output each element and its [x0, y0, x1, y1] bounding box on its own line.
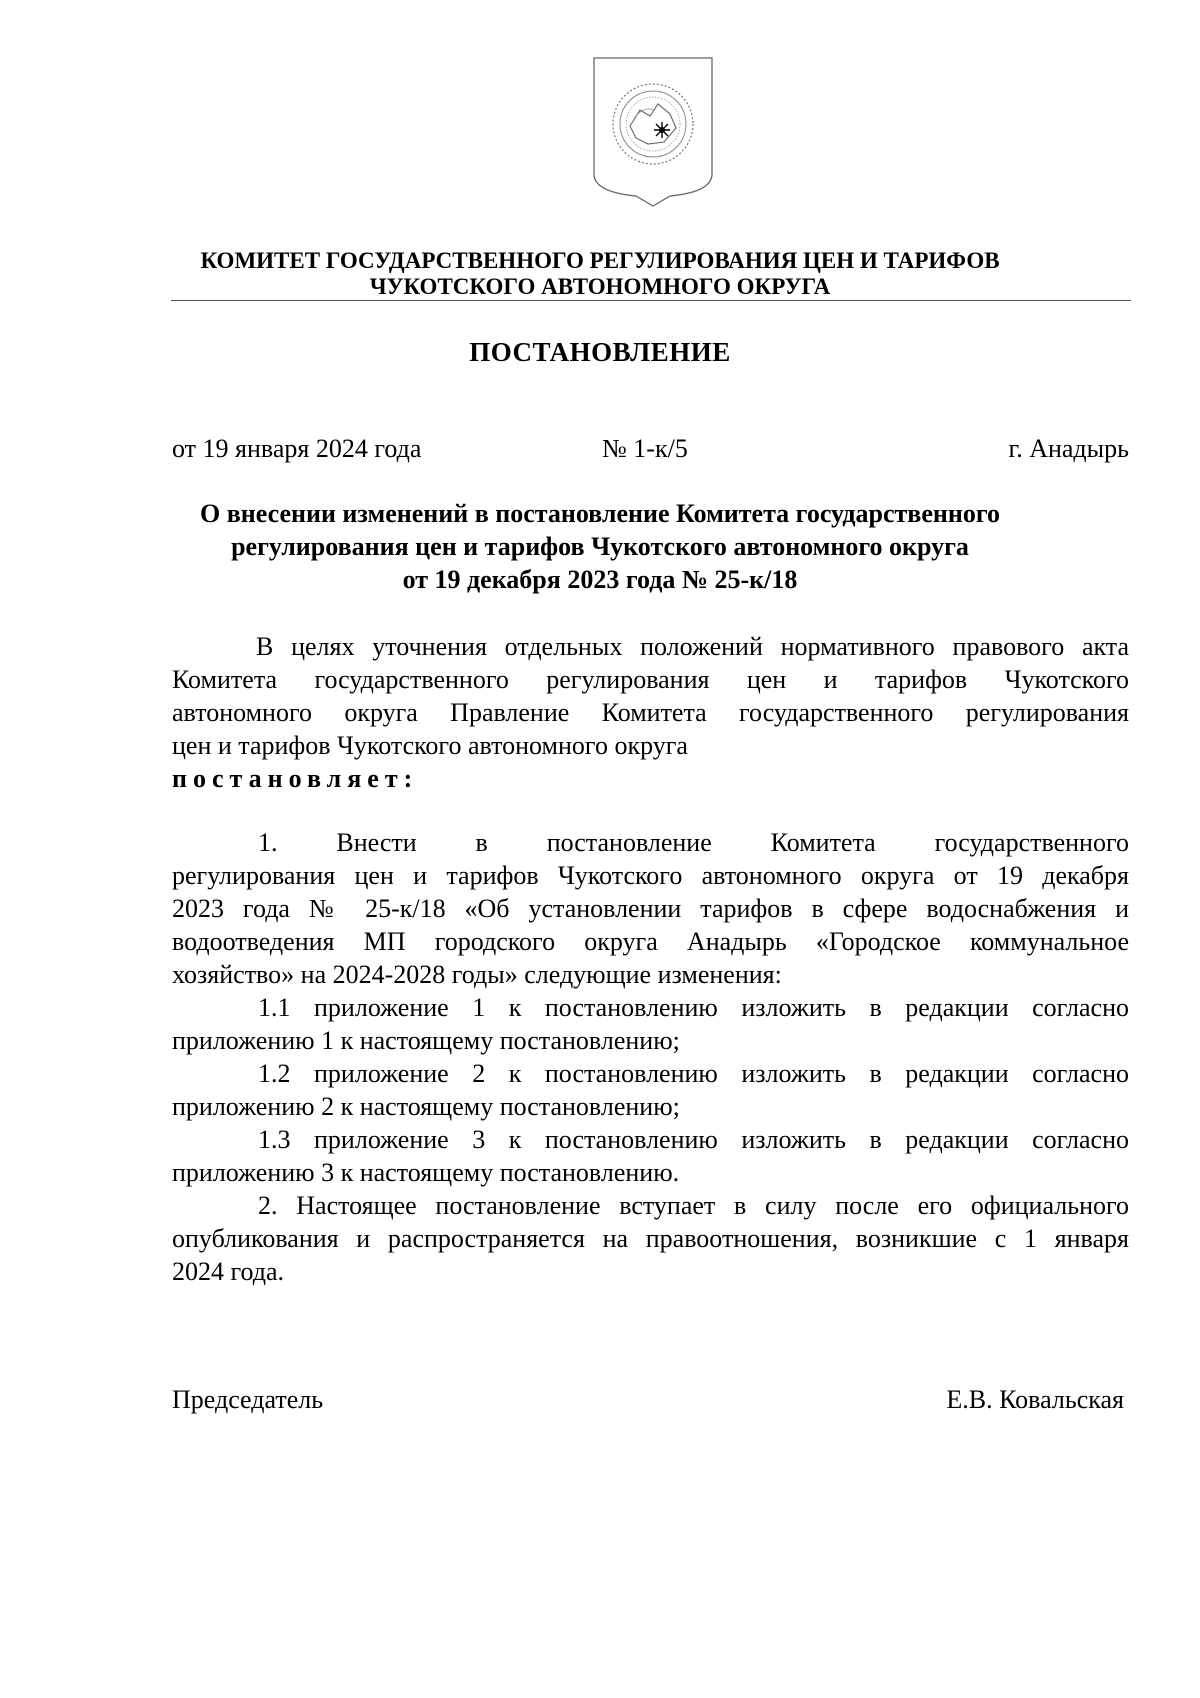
- item-1: [172, 826, 1129, 1288]
- subject-line: О внесении изменений в постановление Комитета государственного: [199, 499, 1001, 528]
- header-divider: [171, 300, 1131, 301]
- preamble-line: цен и тарифов Чукотского автономного округа: [172, 731, 688, 760]
- item-2-line: опубликования и распространяется на правоотношения, возникшие с 1 января: [172, 1224, 1129, 1253]
- item-1-line: регулирования цен и тарифов Чукотского автономного округа от 19 декабря: [172, 861, 1129, 890]
- item-1-line: 1. Внести в постановление Комитета государственного: [258, 828, 1129, 857]
- item-1-line: водоотведения МП городского округа Анадырь «Городское коммунальное: [172, 927, 1129, 956]
- document-type: ПОСТАНОВЛЕНИЕ: [469, 337, 731, 367]
- document-place: г. Анадырь: [1008, 434, 1129, 463]
- preamble-line: В целях уточнения отдельных положений нормативного правового акта: [256, 632, 1129, 661]
- item-2-line: 2024 года.: [172, 1257, 285, 1286]
- resolves-word: постановляет:: [172, 764, 419, 793]
- item-2-line: 2. Настоящее постановление вступает в силу после его официального: [258, 1191, 1129, 1220]
- item-1-line: хозяйство» на 2024-2028 годы» следующие изменения:: [172, 960, 782, 989]
- subject-line: от 19 декабря 2023 года № 25-к/18: [402, 565, 798, 594]
- item-1-line: 2023 года № 25-к/18 «Об установлении тарифов в сфере водоснабжения и: [172, 894, 1129, 923]
- sub-item-1-3-cont: приложению 3 к настоящему постановлению.: [172, 1158, 680, 1187]
- preamble-line: Комитета государственного регулирования цен и тарифов Чукотского: [172, 665, 1129, 694]
- committee-name-line1: КОМИТЕТ ГОСУДАРСТВЕННОГО РЕГУЛИРОВАНИЯ ЦЕН И ТАРИФОВ: [200, 248, 1000, 273]
- preamble: [172, 630, 1129, 795]
- committee-name-line2: ЧУКОТСКОГО АВТОНОМНОГО ОКРУГА: [369, 274, 831, 299]
- signature-name: Е.В. Ковальская: [946, 1385, 1124, 1414]
- preamble-line: автономного округа Правление Комитета государственного регулирования: [172, 698, 1129, 727]
- document-number: № 1-к/5: [602, 434, 688, 463]
- sub-item-1-2: 1.2 приложение 2 к постановлению изложить в редакции согласно: [258, 1059, 1129, 1088]
- sub-item-1-1-cont: приложению 1 к настоящему постановлению;: [172, 1026, 680, 1055]
- subject-line: регулирования цен и тарифов Чукотского автономного округа: [231, 532, 969, 561]
- coat-of-arms-icon: [592, 56, 714, 208]
- coat-of-arms: [592, 56, 714, 208]
- sub-item-1-3: 1.3 приложение 3 к постановлению изложить в редакции согласно: [258, 1125, 1129, 1154]
- sub-item-1-1: 1.1 приложение 1 к постановлению изложить в редакции согласно: [258, 993, 1129, 1022]
- sub-item-1-2-cont: приложению 2 к настоящему постановлению;: [172, 1092, 680, 1121]
- document-subject: [0, 497, 1200, 596]
- document-date: от 19 января 2024 года: [172, 434, 422, 463]
- signature-position: Председатель: [172, 1385, 324, 1414]
